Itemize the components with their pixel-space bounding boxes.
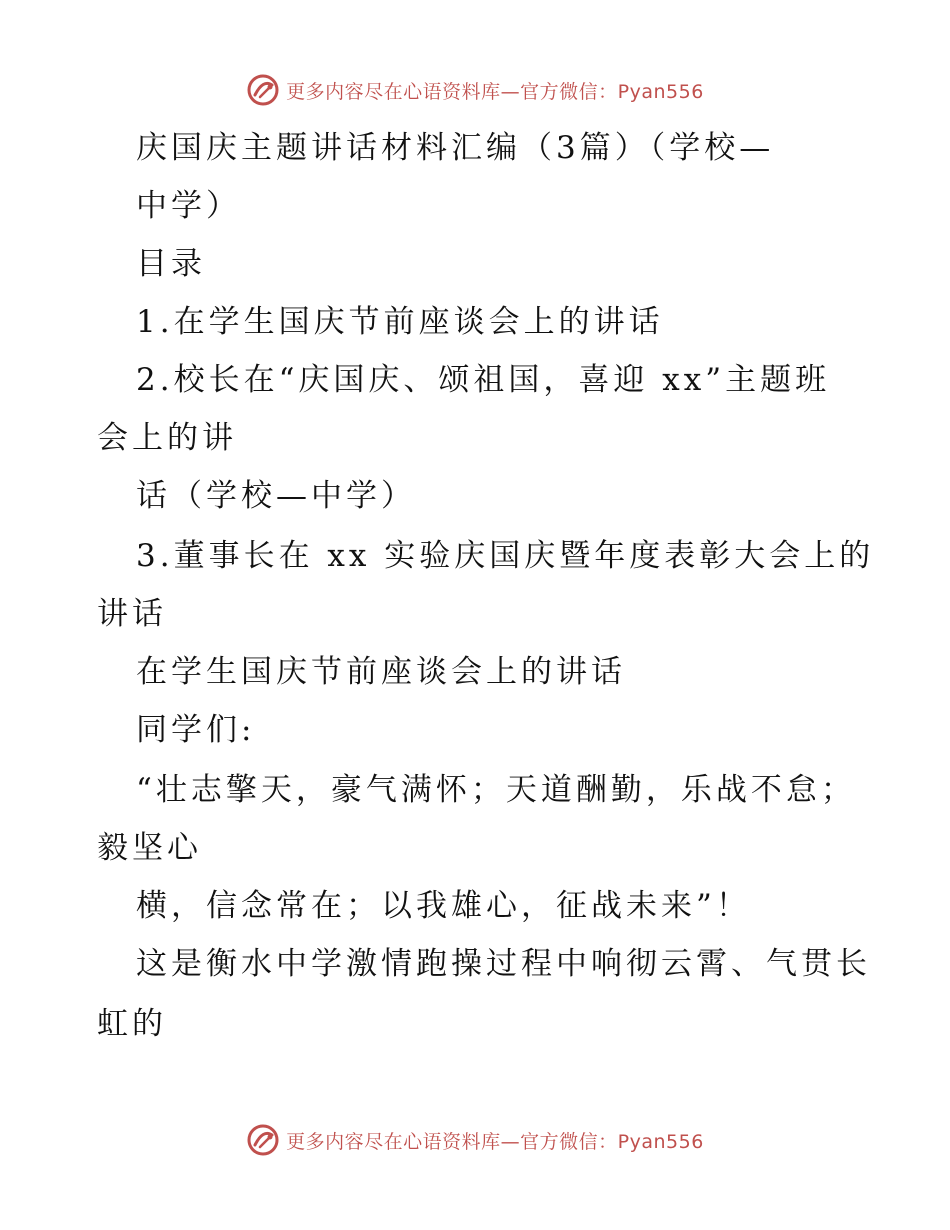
banner-text: 更多内容尽在心语资料库—官方微信：Pyan556 [286, 80, 704, 103]
doc-title-line-1: 庆国庆主题讲话材料汇编（3篇）（学校— [136, 130, 775, 166]
toc-item-3-line-1: 3.董事长在 xx 实验庆国庆暨年度表彰大会上的 [136, 538, 875, 574]
salutation: 同学们: [136, 712, 256, 748]
paragraph-line-1: “壮志擎天，豪气满怀；天道酬勤，乐战不怠； [136, 772, 856, 808]
toc-item-2-line-2: 会上的讲 [97, 420, 237, 456]
toc-heading: 目录 [136, 246, 206, 282]
toc-item-2-line-1: 2.校长在“庆国庆、颂祖国，喜迎 xx”主题班 [136, 362, 831, 398]
header-banner [0, 70, 950, 110]
toc-item-2-line-3: 话（学校—中学） [136, 478, 416, 514]
paragraph-line-3: 横，信念常在；以我雄心，征战未来”！ [136, 888, 751, 924]
brand-logo-icon [246, 73, 280, 107]
footer-banner [0, 1120, 950, 1160]
paragraph-line-4: 这是衡水中学激情跑操过程中响彻云霄、气贯长 [136, 946, 871, 982]
toc-item-1: 1.在学生国庆节前座谈会上的讲话 [136, 304, 664, 340]
doc-title-line-2: 中学） [136, 188, 241, 224]
banner-text: 更多内容尽在心语资料库—官方微信：Pyan556 [286, 1130, 704, 1153]
toc-item-3-line-2: 讲话 [97, 596, 167, 632]
section-heading: 在学生国庆节前座谈会上的讲话 [136, 654, 626, 690]
brand-logo-icon [246, 1123, 280, 1157]
paragraph-line-2: 毅坚心 [97, 830, 202, 866]
paragraph-line-5: 虹的 [97, 1006, 167, 1042]
